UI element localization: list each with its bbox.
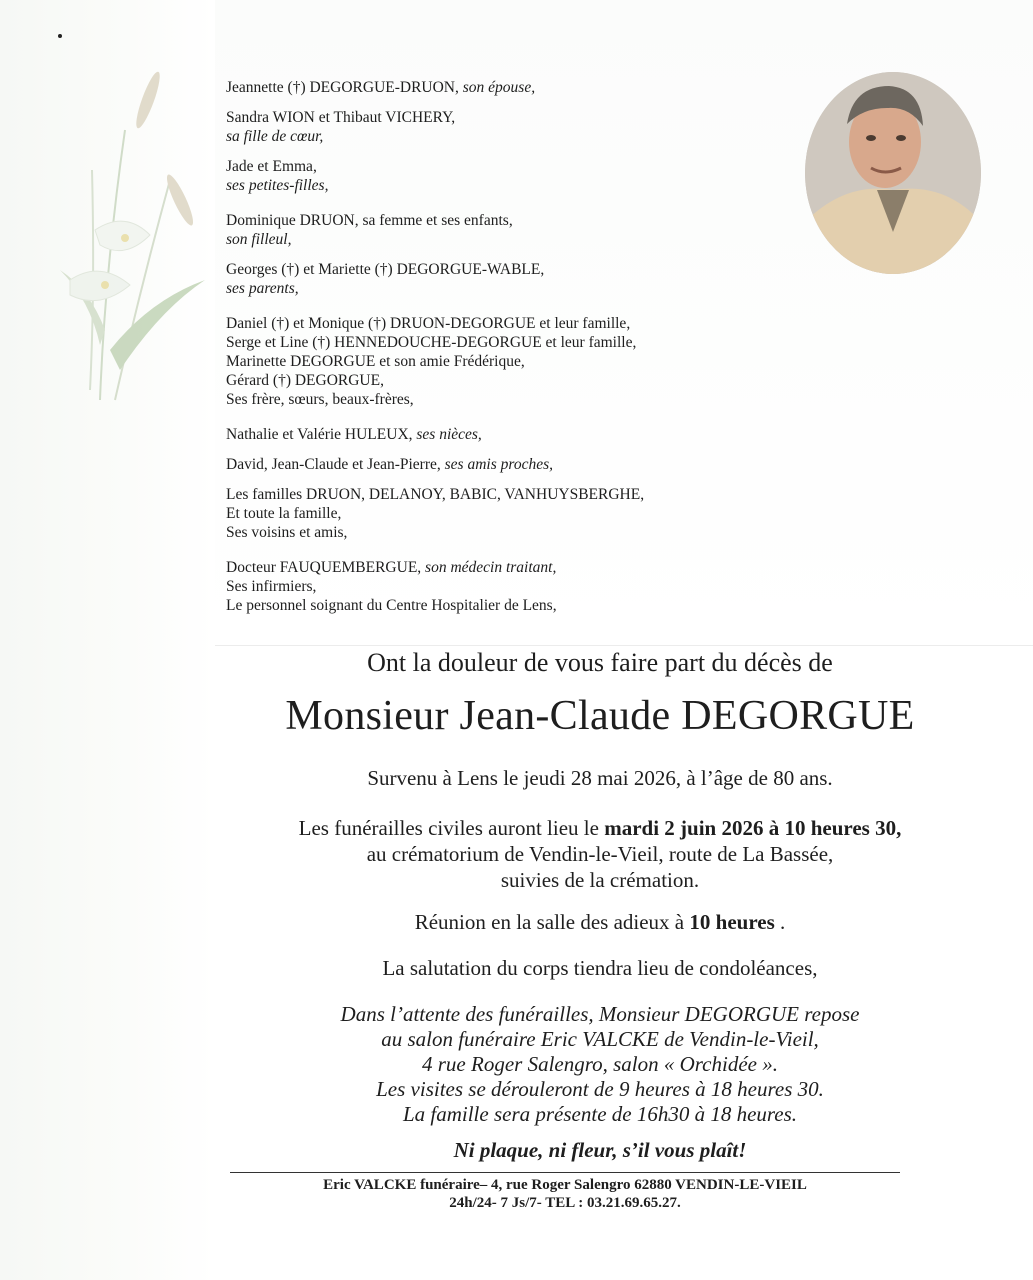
sibling-line: Ses frère, sœurs, beaux-frères, [226, 391, 414, 408]
portrait-icon [805, 72, 981, 274]
family-entry [226, 260, 786, 298]
friends-role: ses amis proches, [444, 456, 553, 473]
family-entry [226, 78, 786, 97]
no-flowers-notice: Ni plaque, ni fleur, s’il vous plaît! [453, 1138, 747, 1162]
families-line: Ses voisins et amis, [226, 524, 348, 541]
footer-address: Eric VALCKE funéraire– 4, rue Roger Salengro 62880 VENDIN-LE-VIEIL [323, 1177, 807, 1193]
funeral-info [160, 815, 1033, 893]
care-line: Le personnel soignant du Centre Hospitalier de Lens, [226, 597, 557, 614]
family-entry [226, 157, 786, 195]
reunion-suffix: . [774, 910, 786, 934]
sibling-line: Marinette DEGORGUE et son amie Frédérique, [226, 353, 525, 370]
doctor-block [226, 558, 786, 615]
repose-line: Les visites se dérouleront de 9 heures à 18 heures 30. [376, 1077, 824, 1101]
families-block [226, 485, 786, 542]
family-role: ses parents, [226, 280, 299, 297]
family-role: son filleul, [226, 231, 292, 248]
deceased-name: Monsieur Jean-Claude DEGORGUE [285, 693, 915, 739]
sibling-line: Gérard (†) DEGORGUE, [226, 372, 384, 389]
family-names: Sandra WION et Thibaut VICHERY, [226, 109, 456, 126]
funeral-home-footer [200, 1176, 930, 1212]
funeral-after: suivies de la crémation. [500, 868, 700, 892]
families-line: Et toute la famille, [226, 505, 342, 522]
friends-names: David, Jean-Claude et Jean-Pierre, [226, 456, 441, 473]
funeral-place: au crématorium de Vendin-le-Vieil, route de La Bassée, [366, 842, 834, 866]
funeral-datetime: mardi 2 juin 2026 à 10 heures 30, [604, 816, 902, 840]
speck [58, 34, 62, 38]
nieces-role: ses nièces, [416, 426, 482, 443]
lily-decoration-icon [30, 70, 220, 430]
footer-phone: 24h/24- 7 Js/7- TEL : 03.21.69.65.27. [449, 1195, 681, 1211]
repose-line: 4 rue Roger Salengro, salon « Orchidée ». [422, 1052, 778, 1076]
repose-line: La famille sera présente de 16h30 à 18 heures. [402, 1102, 798, 1126]
family-entry [226, 108, 786, 146]
family-names: Jeannette (†) DEGORGUE-DRUON, [226, 79, 459, 96]
reunion-prefix: Réunion en la salle des adieux à [414, 910, 690, 934]
siblings-block [226, 314, 786, 409]
doctor-name: Docteur FAUQUEMBERGUE, [226, 559, 422, 576]
sibling-line: Daniel (†) et Monique (†) DRUON-DEGORGUE et leur famille, [226, 315, 631, 332]
footer-divider [230, 1172, 900, 1173]
nieces-entry [226, 425, 786, 444]
family-names: Jade et Emma, [226, 158, 317, 175]
friends-entry [226, 455, 786, 474]
sibling-line: Serge et Line (†) HENNEDOUCHE-DEGORGUE et leur famille, [226, 334, 637, 351]
care-line: Ses infirmiers, [226, 578, 317, 595]
announcement-line: Ont la douleur de vous faire part du décès de [367, 648, 833, 677]
repose-line: Dans l’attente des funérailles, Monsieur DEGORGUE repose [340, 1002, 860, 1026]
family-role: son épouse, [462, 79, 536, 96]
funeral-prefix: Les funérailles civiles auront lieu le [298, 816, 605, 840]
family-names: Georges (†) et Mariette (†) DEGORGUE-WABLE, [226, 261, 545, 278]
family-role: ses petites-filles, [226, 177, 329, 194]
death-info: Survenu à Lens le jeudi 28 mai 2026, à l’âge de 80 ans. [367, 766, 833, 790]
salutation-info: La salutation du corps tiendra lieu de condoléances, [382, 956, 818, 980]
repose-info [160, 1002, 1033, 1127]
doctor-role: son médecin traitant, [425, 559, 557, 576]
families-line: Les familles DRUON, DELANOY, BABIC, VANHUYSBERGHE, [226, 486, 645, 503]
family-role: sa fille de cœur, [226, 128, 324, 145]
nieces-names: Nathalie et Valérie HULEUX, [226, 426, 413, 443]
portrait-photo [805, 72, 981, 274]
reunion-info [160, 910, 1033, 935]
repose-line: au salon funéraire Eric VALCKE de Vendin-le-Vieil, [381, 1027, 819, 1051]
family-names: Dominique DRUON, sa femme et ses enfants, [226, 212, 513, 229]
reunion-time: 10 heures [689, 910, 775, 934]
family-list [226, 78, 786, 626]
family-entry [226, 211, 786, 249]
